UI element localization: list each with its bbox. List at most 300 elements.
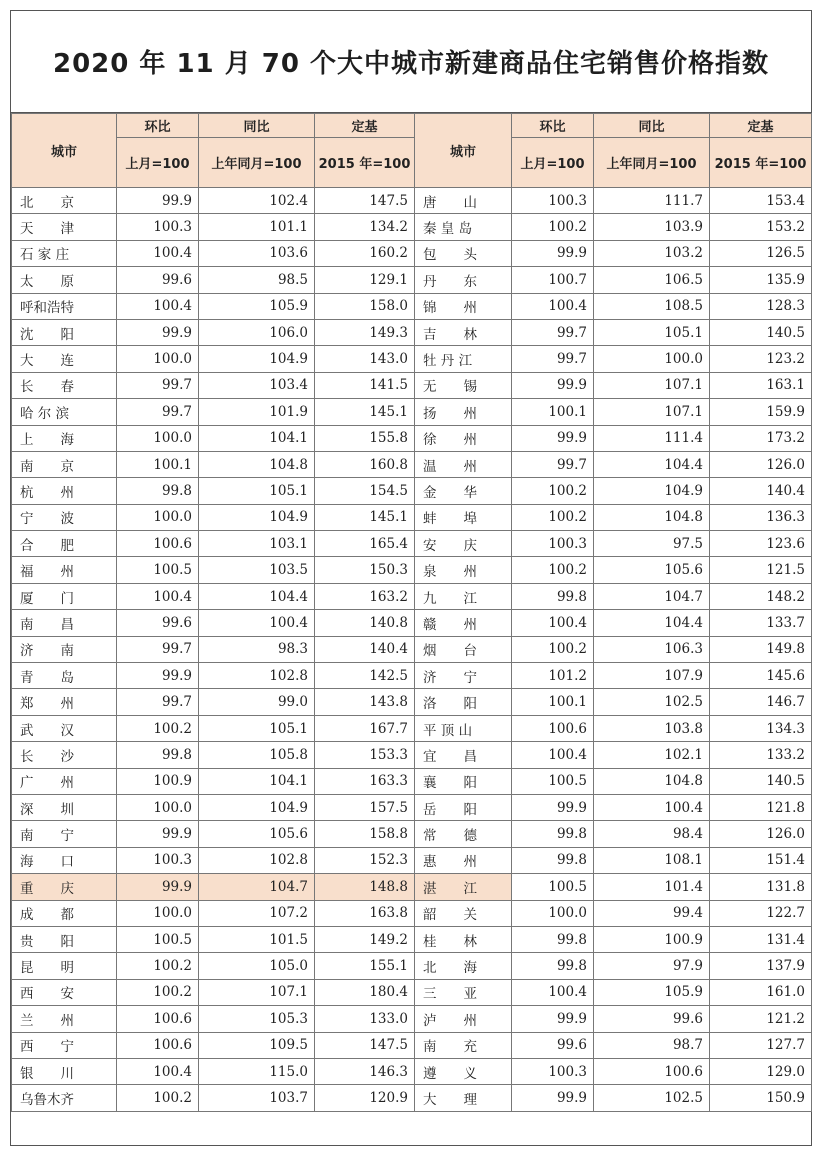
table-row (12, 1085, 812, 1111)
mom-value-right: 99.9 (512, 425, 594, 451)
yoy-value-left: 103.7 (199, 1085, 315, 1111)
base-value-left: 180.4 (315, 979, 415, 1005)
base-value-right: 126.0 (710, 821, 812, 847)
base-value-right: 131.8 (710, 874, 812, 900)
mom-value-right: 99.9 (512, 1006, 594, 1032)
city-name-left: 南 宁 (12, 821, 117, 847)
mom-value-right: 99.9 (512, 794, 594, 820)
mom-value-left: 100.2 (117, 715, 199, 741)
city-name-left: 银 川 (12, 1058, 117, 1084)
yoy-value-left: 104.7 (199, 874, 315, 900)
yoy-value-left: 105.8 (199, 742, 315, 768)
table-row (12, 478, 812, 504)
mom-value-right: 100.6 (512, 715, 594, 741)
table-body (12, 188, 812, 1112)
city-name-left: 石 家 庄 (12, 240, 117, 266)
city-name-right: 济 宁 (415, 663, 512, 689)
yoy-value-left: 105.1 (199, 715, 315, 741)
base-value-left: 158.8 (315, 821, 415, 847)
mom-value-right: 100.7 (512, 267, 594, 293)
yoy-value-left: 103.5 (199, 557, 315, 583)
header-base-left: 定基 (315, 114, 415, 138)
city-name-right: 北 海 (415, 953, 512, 979)
yoy-value-right: 98.4 (594, 821, 710, 847)
yoy-value-left: 102.4 (199, 188, 315, 214)
base-value-left: 163.3 (315, 768, 415, 794)
yoy-value-right: 111.4 (594, 425, 710, 451)
yoy-value-right: 100.0 (594, 346, 710, 372)
yoy-value-right: 99.4 (594, 900, 710, 926)
city-name-left: 沈 阳 (12, 319, 117, 345)
mom-value-left: 99.7 (117, 399, 199, 425)
yoy-value-right: 101.4 (594, 874, 710, 900)
mom-value-left: 100.6 (117, 1032, 199, 1058)
mom-value-left: 100.2 (117, 1085, 199, 1111)
table-row (12, 663, 812, 689)
city-name-right: 徐 州 (415, 425, 512, 451)
yoy-value-right: 108.1 (594, 847, 710, 873)
mom-value-right: 100.2 (512, 557, 594, 583)
city-name-left: 北 京 (12, 188, 117, 214)
city-name-left: 西 宁 (12, 1032, 117, 1058)
base-value-left: 154.5 (315, 478, 415, 504)
yoy-value-right: 111.7 (594, 188, 710, 214)
mom-value-left: 99.9 (117, 188, 199, 214)
city-name-right: 秦 皇 岛 (415, 214, 512, 240)
mom-value-right: 100.2 (512, 504, 594, 530)
yoy-value-right: 105.6 (594, 557, 710, 583)
table-row (12, 293, 812, 319)
base-value-right: 161.0 (710, 979, 812, 1005)
base-value-left: 140.4 (315, 636, 415, 662)
yoy-value-left: 104.1 (199, 425, 315, 451)
base-value-left: 147.5 (315, 188, 415, 214)
city-name-left: 上 海 (12, 425, 117, 451)
mom-value-left: 100.2 (117, 953, 199, 979)
mom-value-right: 100.1 (512, 399, 594, 425)
base-value-left: 140.8 (315, 610, 415, 636)
base-value-left: 165.4 (315, 531, 415, 557)
header-yoy-base-right: 上年同月=100 (594, 138, 710, 188)
base-value-left: 148.8 (315, 874, 415, 900)
mom-value-right: 99.7 (512, 451, 594, 477)
base-value-left: 160.2 (315, 240, 415, 266)
mom-value-left: 100.5 (117, 926, 199, 952)
table-row (12, 399, 812, 425)
yoy-value-right: 106.5 (594, 267, 710, 293)
mom-value-left: 100.9 (117, 768, 199, 794)
yoy-value-left: 103.6 (199, 240, 315, 266)
base-value-right: 129.0 (710, 1058, 812, 1084)
yoy-value-left: 109.5 (199, 1032, 315, 1058)
mom-value-left: 99.9 (117, 663, 199, 689)
table-row (12, 451, 812, 477)
city-name-left: 成 都 (12, 900, 117, 926)
mom-value-left: 99.6 (117, 610, 199, 636)
mom-value-left: 100.2 (117, 979, 199, 1005)
city-name-left: 乌鲁木齐 (12, 1085, 117, 1111)
mom-value-left: 99.6 (117, 267, 199, 293)
yoy-value-left: 104.4 (199, 583, 315, 609)
table-row (12, 583, 812, 609)
mom-value-left: 100.3 (117, 847, 199, 873)
base-value-right: 140.4 (710, 478, 812, 504)
city-name-right: 牡 丹 江 (415, 346, 512, 372)
mom-value-right: 100.3 (512, 531, 594, 557)
table-row (12, 689, 812, 715)
city-name-right: 九 江 (415, 583, 512, 609)
base-value-left: 129.1 (315, 267, 415, 293)
table-row (12, 267, 812, 293)
yoy-value-right: 97.5 (594, 531, 710, 557)
yoy-value-right: 100.4 (594, 794, 710, 820)
mom-value-left: 100.3 (117, 214, 199, 240)
mom-value-left: 99.7 (117, 689, 199, 715)
header-base-base-right: 2015 年=100 (710, 138, 812, 188)
yoy-value-left: 102.8 (199, 663, 315, 689)
mom-value-right: 99.8 (512, 821, 594, 847)
base-value-right: 146.7 (710, 689, 812, 715)
base-value-left: 145.1 (315, 504, 415, 530)
yoy-value-left: 104.8 (199, 451, 315, 477)
base-value-left: 133.0 (315, 1006, 415, 1032)
yoy-value-right: 100.9 (594, 926, 710, 952)
city-name-left: 福 州 (12, 557, 117, 583)
mom-value-right: 99.8 (512, 847, 594, 873)
mom-value-left: 99.7 (117, 372, 199, 398)
base-value-right: 151.4 (710, 847, 812, 873)
base-value-left: 150.3 (315, 557, 415, 583)
base-value-right: 121.2 (710, 1006, 812, 1032)
city-name-left: 贵 阳 (12, 926, 117, 952)
base-value-right: 123.6 (710, 531, 812, 557)
base-value-left: 146.3 (315, 1058, 415, 1084)
header-mom-base-left: 上月=100 (117, 138, 199, 188)
mom-value-right: 100.4 (512, 979, 594, 1005)
base-value-right: 134.3 (710, 715, 812, 741)
city-name-right: 锦 州 (415, 293, 512, 319)
base-value-right: 149.8 (710, 636, 812, 662)
yoy-value-left: 107.1 (199, 979, 315, 1005)
mom-value-left: 100.6 (117, 1006, 199, 1032)
city-name-left: 大 连 (12, 346, 117, 372)
table-row (12, 214, 812, 240)
base-value-right: 121.5 (710, 557, 812, 583)
city-name-left: 青 岛 (12, 663, 117, 689)
mom-value-left: 100.0 (117, 794, 199, 820)
base-value-left: 158.0 (315, 293, 415, 319)
yoy-value-right: 104.4 (594, 451, 710, 477)
table-row (12, 531, 812, 557)
mom-value-right: 99.6 (512, 1032, 594, 1058)
yoy-value-left: 98.3 (199, 636, 315, 662)
yoy-value-right: 104.9 (594, 478, 710, 504)
city-name-left: 杭 州 (12, 478, 117, 504)
city-name-left: 海 口 (12, 847, 117, 873)
header-yoy-right: 同比 (594, 114, 710, 138)
base-value-left: 142.5 (315, 663, 415, 689)
table-row (12, 926, 812, 952)
mom-value-right: 101.2 (512, 663, 594, 689)
city-name-left: 宁 波 (12, 504, 117, 530)
header-mom-base-right: 上月=100 (512, 138, 594, 188)
yoy-value-right: 100.6 (594, 1058, 710, 1084)
table-row (12, 1058, 812, 1084)
city-name-right: 丹 东 (415, 267, 512, 293)
base-value-left: 120.9 (315, 1085, 415, 1111)
base-value-right: 131.4 (710, 926, 812, 952)
table-row (12, 979, 812, 1005)
yoy-value-left: 107.2 (199, 900, 315, 926)
city-name-left: 合 肥 (12, 531, 117, 557)
base-value-right: 153.4 (710, 188, 812, 214)
mom-value-left: 100.1 (117, 451, 199, 477)
yoy-value-left: 105.1 (199, 478, 315, 504)
base-value-right: 135.9 (710, 267, 812, 293)
table-row (12, 1006, 812, 1032)
header-yoy-left: 同比 (199, 114, 315, 138)
mom-value-right: 100.4 (512, 742, 594, 768)
yoy-value-right: 105.9 (594, 979, 710, 1005)
yoy-value-right: 99.6 (594, 1006, 710, 1032)
header-mom-right: 环比 (512, 114, 594, 138)
table-row (12, 847, 812, 873)
yoy-value-left: 103.4 (199, 372, 315, 398)
city-name-left: 武 汉 (12, 715, 117, 741)
city-name-right: 宜 昌 (415, 742, 512, 768)
city-name-left: 厦 门 (12, 583, 117, 609)
yoy-value-right: 105.1 (594, 319, 710, 345)
city-name-left: 呼和浩特 (12, 293, 117, 319)
mom-value-left: 100.4 (117, 293, 199, 319)
mom-value-left: 100.0 (117, 346, 199, 372)
yoy-value-right: 104.7 (594, 583, 710, 609)
yoy-value-left: 106.0 (199, 319, 315, 345)
mom-value-right: 99.8 (512, 953, 594, 979)
mom-value-right: 100.5 (512, 768, 594, 794)
mom-value-left: 99.9 (117, 319, 199, 345)
mom-value-right: 99.7 (512, 346, 594, 372)
mom-value-left: 100.0 (117, 900, 199, 926)
yoy-value-left: 104.9 (199, 346, 315, 372)
table-row (12, 768, 812, 794)
header-base-right: 定基 (710, 114, 812, 138)
table-row (12, 504, 812, 530)
yoy-value-left: 105.3 (199, 1006, 315, 1032)
table-row (12, 240, 812, 266)
mom-value-left: 100.4 (117, 240, 199, 266)
yoy-value-left: 102.8 (199, 847, 315, 873)
base-value-right: 159.9 (710, 399, 812, 425)
page-title: 2020 年 11 月 70 个大中城市新建商品住宅销售价格指数 (11, 11, 811, 113)
city-name-left: 济 南 (12, 636, 117, 662)
yoy-value-left: 101.9 (199, 399, 315, 425)
mom-value-left: 99.8 (117, 478, 199, 504)
city-name-right: 吉 林 (415, 319, 512, 345)
yoy-value-left: 101.1 (199, 214, 315, 240)
city-name-right: 三 亚 (415, 979, 512, 1005)
city-name-right: 泉 州 (415, 557, 512, 583)
yoy-value-right: 107.9 (594, 663, 710, 689)
base-value-left: 141.5 (315, 372, 415, 398)
base-value-right: 136.3 (710, 504, 812, 530)
table-row (12, 319, 812, 345)
base-value-left: 155.1 (315, 953, 415, 979)
table-row (12, 610, 812, 636)
base-value-right: 122.7 (710, 900, 812, 926)
city-name-left: 兰 州 (12, 1006, 117, 1032)
table-row (12, 372, 812, 398)
table-row (12, 715, 812, 741)
yoy-value-right: 102.5 (594, 1085, 710, 1111)
header-base-base-left: 2015 年=100 (315, 138, 415, 188)
city-name-right: 常 德 (415, 821, 512, 847)
yoy-value-left: 105.6 (199, 821, 315, 847)
table-row (12, 821, 812, 847)
city-name-right: 韶 关 (415, 900, 512, 926)
yoy-value-right: 106.3 (594, 636, 710, 662)
city-name-right: 襄 阳 (415, 768, 512, 794)
mom-value-left: 99.8 (117, 742, 199, 768)
city-name-right: 安 庆 (415, 531, 512, 557)
base-value-left: 163.2 (315, 583, 415, 609)
yoy-value-left: 115.0 (199, 1058, 315, 1084)
yoy-value-right: 108.5 (594, 293, 710, 319)
mom-value-right: 99.8 (512, 583, 594, 609)
document-sheet (10, 10, 812, 1146)
base-value-right: 150.9 (710, 1085, 812, 1111)
base-value-right: 133.7 (710, 610, 812, 636)
yoy-value-right: 107.1 (594, 372, 710, 398)
base-value-left: 153.3 (315, 742, 415, 768)
city-name-right: 平 顶 山 (415, 715, 512, 741)
base-value-right: 121.8 (710, 794, 812, 820)
mom-value-right: 100.1 (512, 689, 594, 715)
yoy-value-left: 104.9 (199, 504, 315, 530)
city-name-right: 大 理 (415, 1085, 512, 1111)
city-name-right: 洛 阳 (415, 689, 512, 715)
yoy-value-right: 107.1 (594, 399, 710, 425)
base-value-right: 140.5 (710, 768, 812, 794)
mom-value-left: 100.0 (117, 504, 199, 530)
base-value-right: 153.2 (710, 214, 812, 240)
base-value-left: 167.7 (315, 715, 415, 741)
city-name-right: 唐 山 (415, 188, 512, 214)
base-value-right: 123.2 (710, 346, 812, 372)
price-index-table (11, 113, 812, 1112)
table-row (12, 557, 812, 583)
table-row (12, 636, 812, 662)
mom-value-right: 99.9 (512, 240, 594, 266)
mom-value-right: 100.2 (512, 636, 594, 662)
city-name-left: 天 津 (12, 214, 117, 240)
city-name-left: 重 庆 (12, 874, 117, 900)
city-name-left: 南 京 (12, 451, 117, 477)
yoy-value-right: 98.7 (594, 1032, 710, 1058)
yoy-value-left: 98.5 (199, 267, 315, 293)
yoy-value-right: 103.9 (594, 214, 710, 240)
base-value-left: 143.8 (315, 689, 415, 715)
city-name-right: 湛 江 (415, 874, 512, 900)
header-mom-left: 环比 (117, 114, 199, 138)
base-value-left: 157.5 (315, 794, 415, 820)
header-city-right: 城市 (415, 114, 512, 188)
city-name-right: 岳 阳 (415, 794, 512, 820)
mom-value-left: 100.6 (117, 531, 199, 557)
base-value-right: 173.2 (710, 425, 812, 451)
yoy-value-right: 104.8 (594, 504, 710, 530)
header-yoy-base-left: 上年同月=100 (199, 138, 315, 188)
yoy-value-left: 99.0 (199, 689, 315, 715)
yoy-value-left: 100.4 (199, 610, 315, 636)
yoy-value-left: 104.1 (199, 768, 315, 794)
base-value-right: 126.0 (710, 451, 812, 477)
city-name-left: 西 安 (12, 979, 117, 1005)
mom-value-left: 100.4 (117, 583, 199, 609)
mom-value-right: 100.2 (512, 478, 594, 504)
yoy-value-right: 103.2 (594, 240, 710, 266)
city-name-right: 遵 义 (415, 1058, 512, 1084)
city-name-right: 扬 州 (415, 399, 512, 425)
base-value-left: 152.3 (315, 847, 415, 873)
city-name-right: 烟 台 (415, 636, 512, 662)
table-row (12, 1032, 812, 1058)
mom-value-left: 99.9 (117, 874, 199, 900)
yoy-value-left: 105.0 (199, 953, 315, 979)
yoy-value-right: 104.4 (594, 610, 710, 636)
mom-value-right: 100.5 (512, 874, 594, 900)
mom-value-right: 100.4 (512, 293, 594, 319)
city-name-left: 长 春 (12, 372, 117, 398)
base-value-left: 155.8 (315, 425, 415, 451)
city-name-right: 桂 林 (415, 926, 512, 952)
mom-value-left: 100.0 (117, 425, 199, 451)
mom-value-right: 100.3 (512, 188, 594, 214)
city-name-left: 昆 明 (12, 953, 117, 979)
base-value-left: 143.0 (315, 346, 415, 372)
city-name-right: 温 州 (415, 451, 512, 477)
base-value-left: 145.1 (315, 399, 415, 425)
table-row (12, 794, 812, 820)
mom-value-right: 100.2 (512, 214, 594, 240)
base-value-right: 145.6 (710, 663, 812, 689)
yoy-value-left: 104.9 (199, 794, 315, 820)
yoy-value-right: 102.1 (594, 742, 710, 768)
table-row (12, 874, 812, 900)
yoy-value-right: 104.8 (594, 768, 710, 794)
table-row (12, 742, 812, 768)
base-value-left: 160.8 (315, 451, 415, 477)
table-header (12, 114, 812, 188)
city-name-right: 无 锡 (415, 372, 512, 398)
city-name-left: 长 沙 (12, 742, 117, 768)
city-name-left: 南 昌 (12, 610, 117, 636)
table-row (12, 900, 812, 926)
mom-value-left: 100.5 (117, 557, 199, 583)
city-name-right: 金 华 (415, 478, 512, 504)
mom-value-right: 99.9 (512, 1085, 594, 1111)
yoy-value-left: 105.9 (199, 293, 315, 319)
yoy-value-right: 97.9 (594, 953, 710, 979)
base-value-left: 163.8 (315, 900, 415, 926)
yoy-value-right: 102.5 (594, 689, 710, 715)
base-value-right: 140.5 (710, 319, 812, 345)
base-value-right: 148.2 (710, 583, 812, 609)
city-name-right: 惠 州 (415, 847, 512, 873)
city-name-left: 太 原 (12, 267, 117, 293)
mom-value-right: 100.0 (512, 900, 594, 926)
city-name-right: 包 头 (415, 240, 512, 266)
